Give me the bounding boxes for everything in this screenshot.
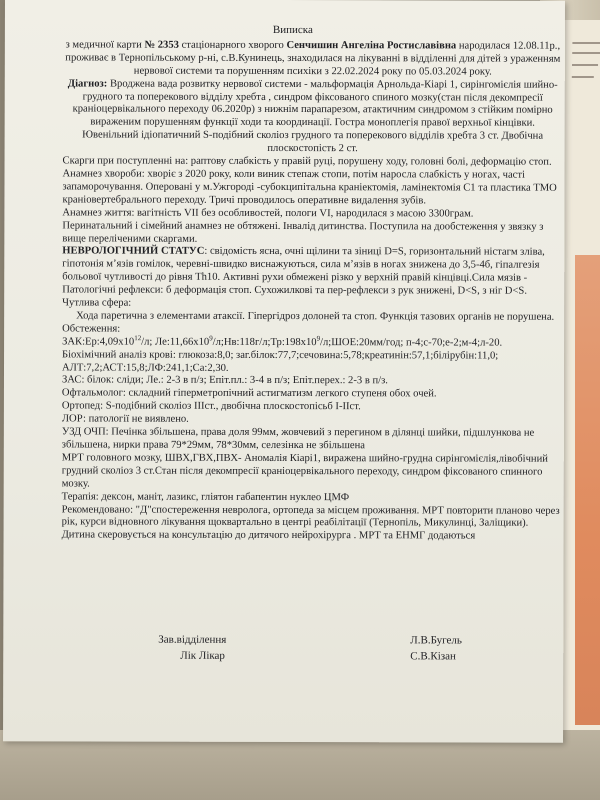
background-orange-folder	[575, 255, 600, 725]
doctor-name: С.В.Кізан	[410, 650, 456, 663]
urine-test: ЗАС: білок: сліди; Ле.: 2-3 в п/з; Епіт.пл.: 3-4 в п/з; Епіт.перех.: 2-3 в п/з.	[61, 374, 388, 387]
complaints: Скарги при поступленні на: раптову слабкість у правій руці, порушену ходу, головні болі, деформацію стоп.	[62, 155, 552, 168]
head-of-department-label: Зав.відділення	[158, 633, 227, 646]
neurological-status	[62, 246, 562, 312]
document-body	[62, 23, 563, 544]
orthopedist: Ортопед: S-подібний сколіоз IIIст., двобічна плоскостопісьб I-IIст.	[61, 400, 361, 413]
anamnesis-life: Анамнез життя: вагітність VII без особливостей, пологи VI, народилася з масою 3300грам.	[62, 207, 474, 220]
doctor-label: Лік Лікар	[180, 649, 225, 662]
examinations-label: Обстеження:	[62, 323, 121, 335]
anamnesis-disease: Анамнез хвороби: хворіє з 2020 року, коли виник степаж стопи, потім наросла слабкість у ногах, часті запаморочування. Оперовані у м.Ужгороді -субокципітальна краніектомія, ламінектомія С1 та пластика ТМО краніовертебрального переходу. Тричі проводилось оперативне видалення зубів.	[62, 168, 557, 207]
card-number: № 2353	[144, 39, 179, 51]
patient-name: Сенчишин Ангеліна Ростиславівна	[286, 39, 457, 52]
diagnosis-text: Вроджена вада розвитку нервової системи - мальформація Арнольда-Кіарі 1, сирінгомієлія шийно-грудного та поперекового відділу хребта , синдром фіксованого спиного мозку(стан після декомпресії краніоцервікального переходу 06.2020р) з нижнім парапарезом, атактичним синдромом з стійким помірно вираженим порушенням функції ходи та координації. Гостра моноплегія правої верхньої кінцівки. Ювенільний ідіопатичний S-подібний сколіоз грудного та поперекового відділів хребта 3 ст. Двобічна плоскостопість 2 ст.	[72, 78, 558, 155]
therapy: Терапія: дексон, маніт, лазикс, гліятон габапентин нуклео ЦМФ	[61, 491, 350, 503]
document-title: Виписка	[272, 23, 313, 37]
biochemistry: Біохімічний аналіз крові: глюкоза:8,0; заг.білок:77,7;сечовина:5,78;креатинін:57,1;білірубін:11,0; АЛТ:7,2;АСТ:15,8;ЛФ:241,1;Са:2,30.	[61, 349, 499, 374]
signatures	[158, 632, 498, 663]
ent-specialist: ЛОР: патології не виявлено.	[61, 413, 189, 425]
gait-description: Хода паретична з елементами атаксії. Гіпергідроз долоней та стоп. Функція тазових органів не порушена.	[76, 310, 555, 323]
ultrasound: УЗД ОЧП: Печінка збільшена, права доля 99мм, жовчевий з перегином в ділянці шийки, підшлункова не збільшена, нирки права 79*29мм, 78*30мм, селезінка не збільшена	[61, 426, 535, 452]
blood-test: $ЗАК:Ер:4,09х10^{12}/л$; $Лe:11,66х10^9/л;Нв:118г/л;Тр:198х10^9/л;ШОЕ:20мм$/год; п-4;с-70;е-2;м-4;л-20.	[62, 333, 503, 349]
recommendations: Рекомендовано: "Д"спостереження невролога, ортопеда за місцем проживання. МРТ повторити планово через рік, курси відновного лікування щоквартально в центрі реабілітації (Тернопіль, Микулинці, Заліщики). Дитина скеровується на консультацію до дитячого нейрохірурга . МРТ та ЕНМГ додаються	[61, 503, 560, 542]
patient-header: з медичної карти № 2353 стаціонарного хворого Сенчишин Ангеліна Ростиславівна народилася 12.08.11р., проживає в Тернопільському р-ні, с.В.Кунинець, знаходилася на лікуванні в відділенні для дітей з ураженням нервової системи та порушенням психіки з 22.02.2024 року по 05.03.2024 року.	[65, 39, 561, 78]
neuro-label: НЕВРОЛОГІЧНИЙ СТАТУС	[62, 245, 205, 258]
head-of-department-name: Л.В.Бугель	[410, 634, 462, 647]
neuro-text: : свідомість ясна, очні щілини та зіниці D=S, горизонтальний ністагм зліва, гіпотонія м’язів гомілок, черевні-швидко виснажуються, сила м’язів в ногах знижена до 3,5-4б, гіпалгезія больової чутливості до рівня Th10. Активні рухи обмежені різко у верхній правій кінцівці.Сила мязів - Патологічні рефлекси: б деформація стоп. Сухожилкові та пер-рефлекси з рук знижені, D<S, з ніг D<S. Чутлива сфера:	[62, 246, 545, 309]
ophthalmologist: Офтальмолог: складний гіперметропічний астигматизм легкого ступеня обох очей.	[61, 387, 437, 400]
diagnosis-label: Діагноз:	[67, 78, 108, 90]
diagnosis-section	[63, 78, 563, 157]
perinatal-anamnesis: Перинатальний і сімейний анамнез не обтяжені. Інвалід дитинства. Поступила на дообстеження у звязку з вище переліченими скаргами.	[62, 220, 544, 245]
discharge-summary-page	[3, 0, 565, 743]
mri: МРТ головного мозку, ШВХ,ГВХ,ПВХ- Аномалія Кіарі1, виражена шийно-грудна сирінгомієлія,лівобічний грудний сколіоз 3 ст.Стан після декомпресії краніоцервікального переходу, синдром фіксованого спинного мозку.	[61, 452, 548, 490]
